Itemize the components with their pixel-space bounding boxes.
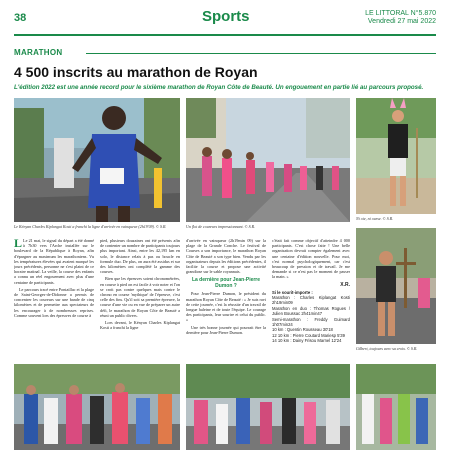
article-column-3 (186, 238, 266, 360)
results-intro: Si le sourit-importe : (272, 289, 313, 295)
drop-cap: L (14, 238, 23, 250)
caption-costume-1: Ni oie, ni ourse. © S.R. (356, 216, 394, 221)
col2-paragraph-2: Bien que les épreuves soient chronométrées, en course à pied on est facile à voir noter et l'on se croit pas contre quelques mais contre le chrono en course 'mythique' de l'épreuve, c'est celle des fins. Qu'il soit sa première épreuve, la course d'une vie ou en vue de préparer un autre défi, le marathon de Royan Côte de Beauté a réuni un public divers. (100, 276, 180, 318)
photo-bottom-2-image (186, 364, 350, 450)
section-title: Sports (202, 8, 250, 25)
article-kicker: MARATHON (14, 48, 63, 57)
col2-paragraph-3: Lors devant, le Kényan Charles Kiplangat Kosti a franchi la ligne (100, 320, 180, 331)
publication-date: Vendredi 27 mai 2022 (367, 18, 436, 25)
box-title: La dernière pour Jean-Pierre Dumon ? (191, 277, 261, 290)
box-paragraph-1: Pour Jean-Pierre Dumon, le président du marathon Royan Côte de Beauté : « Je suis ravi de cette journée, c'est la réussite d'un travail de longue haleine et de toute l'équipe. Le courage des participants, leur sourire et celui du public. » (186, 291, 266, 323)
photo-bottom-1 (14, 364, 180, 450)
page-number: 38 (14, 12, 27, 24)
result-line: 12 10 km : Pierre Coutard Mariesp 5'39 (272, 332, 345, 338)
publication-name: LE LITTORAL N°5.870 (365, 10, 436, 17)
article-column-2 (100, 238, 180, 360)
photo-costume-1 (356, 98, 436, 214)
caption-costume-2: Gilbert, toujours avec sa croix. © S.R. (356, 346, 418, 351)
result-line: 10 km : Quentin Rousseau 30'18 (272, 327, 333, 333)
result-line: Marathon en duo : Thomas Rogues / Julien Boussac 2h41min47 (272, 305, 350, 317)
kicker-rule (86, 53, 436, 54)
photo-winner-image (14, 98, 180, 222)
col2-paragraph-1: pied, plusieurs douzaines ont été présents afin de contenter un nombre de participants toujours plus important. Ainsi, entre les 42,195 km en solo, le distance relais à pas ou boucle en formule duo. De plus, on aura été assidus et sur des kilomètres ont complété la gamme des courses. (100, 238, 180, 275)
page-header (14, 10, 436, 32)
result-line: Semi-marathon : Freddy Guimard 1h07min24 (272, 316, 350, 328)
photo-bottom-3 (356, 364, 436, 450)
article-column-1 (14, 238, 94, 360)
caption-winner: Le Kényan Charles Kiplangat Kosti a franchi la ligne d'arrivée en vainqueur (2h19'09). © S.R. (14, 224, 167, 229)
publication-info (365, 10, 436, 26)
article-standfirst: L'édition 2022 est une année record pour le sixième marathon de Royan Côte de Beauté. Un engouement en partie lié au parcours proposé. (14, 84, 424, 91)
header-rule (14, 34, 436, 36)
photo-runners (186, 98, 350, 222)
col1-paragraph-2: Le parcours tracé entre Pontaillac et la plage de Saint-Georges-de-Didonne a permis de concentrer les coureurs sur une bande de cinq kilomètres et de permettre aux spectateurs de les encourager à de nombreuses reprises. Comme souvent lors des épreuves de course à (14, 286, 94, 318)
photo-bottom-1-image (14, 364, 180, 450)
photo-winner (14, 98, 180, 222)
photo-costume-1-image (356, 98, 436, 214)
col1-paragraph-1: Le 21 mai, le signal du départ a été donné à 7h30 vers l'Arche installée sur le boulevard de la République à Royan, afin d'épargner au maximum les marathoniens. Vu les températures élevées qui avaient marqué les jours précédents, personne ne s'est plaint de ce horaire matinal. La veille, la course des enfants a connu un réel engouement avec plus d'une centaine de participants. (14, 238, 94, 285)
article-column-4 (272, 238, 350, 360)
author-signature: X.R. (340, 281, 350, 288)
article-headline: 4 500 inscrits au marathon de Royan (14, 64, 258, 80)
box-paragraph-2: Une très bonne journée qui pourrait être la dernière pour Jean-Pierre Dumon. (186, 324, 266, 335)
col3-paragraph-1: d'arrivée en vainqueur (2h19min 09) sur la plage de la Grande Conche. Le festival de Courses a son importance, le marathon Royan Côte de Beauté a son type bien. Vendu par les organisateurs depuis les éditions précédentes, il facilite la course et propose une activité grandiose sur le sable royannais. (186, 238, 266, 275)
result-line: 14 10 km : Dainy Frisou Marnel 12'24 (272, 338, 342, 344)
photo-runners-image (186, 98, 350, 222)
results-list (272, 295, 350, 344)
result-line: Marathon : Charles Kiplangat Kosti 2h19min09 (272, 295, 350, 306)
photo-costume-2 (356, 228, 436, 344)
caption-runners: Un flot de coureurs impressionnant. © S.R. (186, 224, 256, 229)
photo-costume-2-image (356, 228, 436, 344)
photo-bottom-3-image (356, 364, 436, 450)
col4-paragraph-1: c'était fait comme objectif d'atteindre 4 000 participants. C'est chose faite ! Une belle organisation devrait compter également avec une centaine d'édition nouvelle. Pour moi, c'est normal psychologiquement, car c'est beaucoup de pression et de travail. Je me demande si ce n'est pas le moment de passer la main. » (272, 238, 350, 280)
photo-bottom-2 (186, 364, 350, 450)
